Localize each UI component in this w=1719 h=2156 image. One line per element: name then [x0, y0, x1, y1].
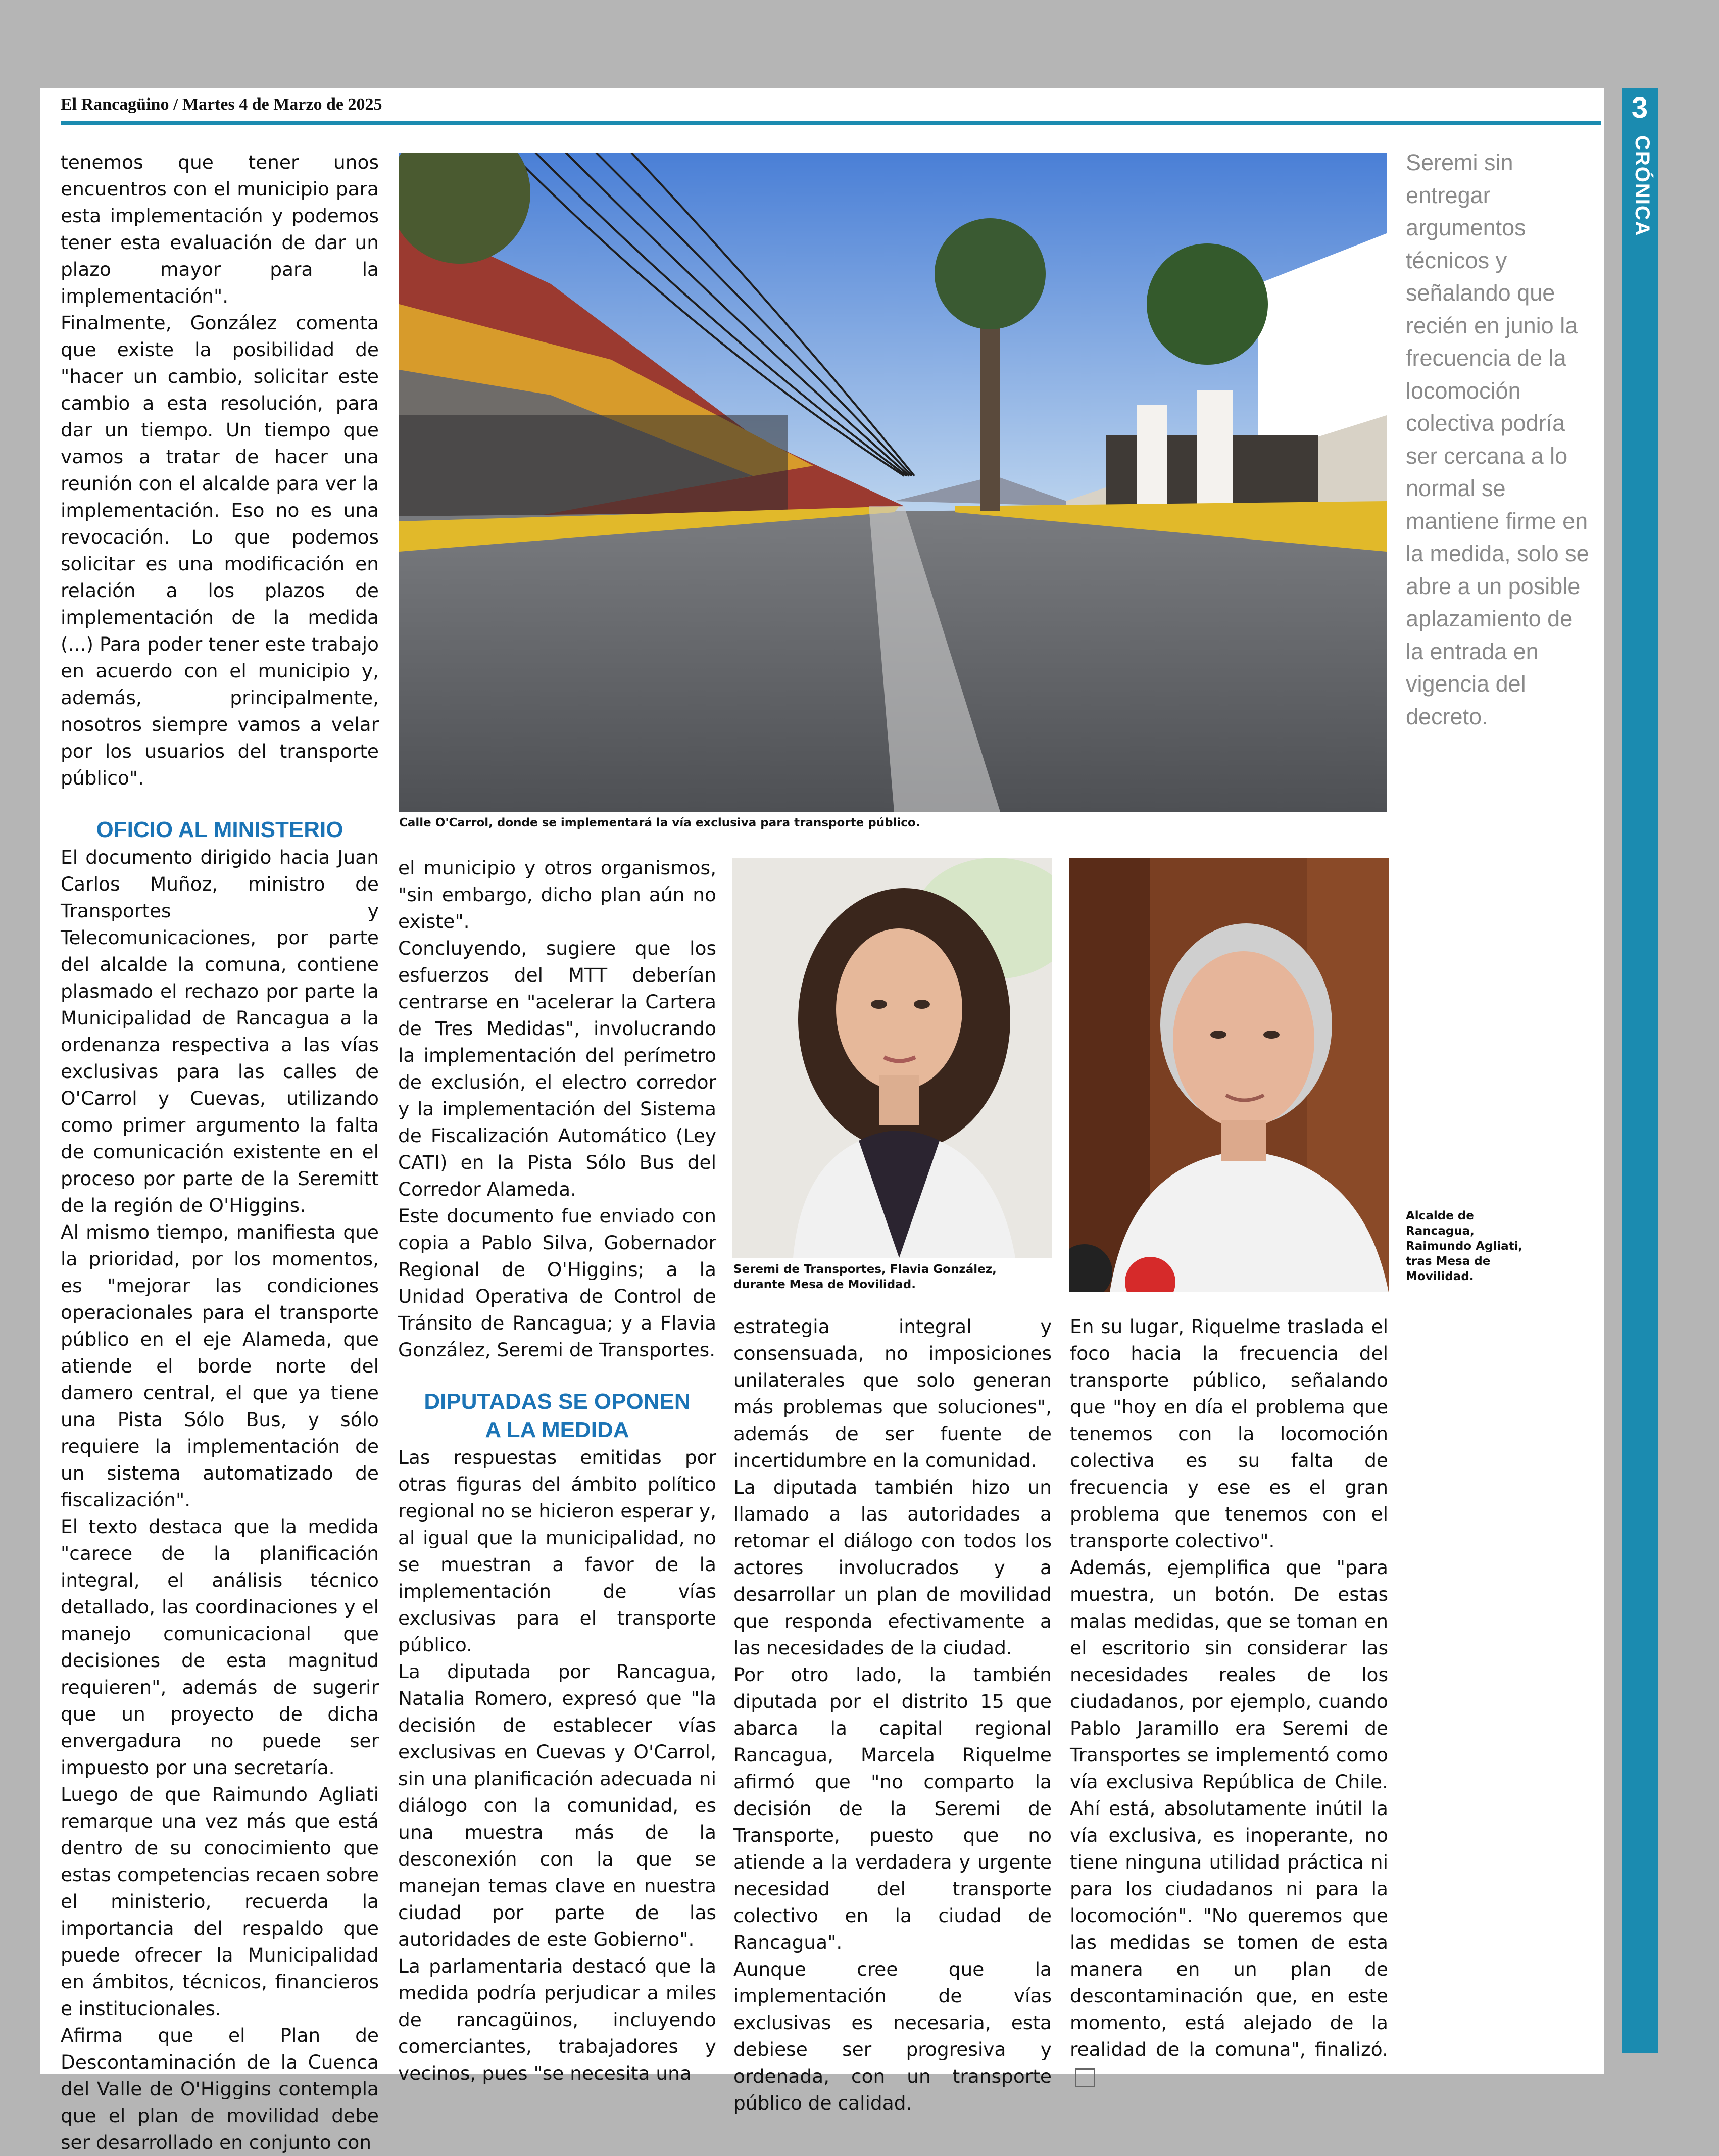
paragraph: Afirma que el Plan de Descontaminación de la Cuenca del Valle de O'Higgins contempla que el plan de movilidad debe ser desarrollado en conjunto con	[61, 2024, 379, 2153]
paragraph: La diputada también hizo un llamado a las autoridades a retomar el diálogo con todos los actores involucrados y a desarrollar un plan de movilidad que responda efectivamente a las necesidades de la ciudad.	[733, 1476, 1052, 1659]
article-column-1	[61, 149, 379, 2156]
alcalde-photo	[1069, 858, 1389, 1292]
street-photo-caption: Calle O'Carrol, donde se implementará la vía exclusiva para transporte público.	[399, 816, 920, 829]
paragraph: el municipio y otros organismos, "sin embargo, dicho plan aún no existe".	[398, 857, 716, 933]
header-rule	[61, 121, 1601, 125]
seremi-photo-caption: Seremi de Transportes, Flavia González, durante Mesa de Movilidad.	[733, 1263, 997, 1291]
paragraph: Además, ejemplifica que "para muestra, un botón. De estas malas medidas, que se toman en el escritorio sin considerar las necesidades reales de los ciudadanos, por ejemplo, cuando Pablo Jaramillo era Seremi de Transportes se implementó como vía exclusiva República de Chile. Ahí está, absolutamente inútil la vía exclusiva, es inoperante, no tiene ninguna utilidad práctica ni para los ciudadanos ni para la locomoción". "No queremos que las medidas se tomen de esta manera en un plan de descontaminación que, en este momento, está alejado de la realidad de la comuna", finalizó.	[1070, 1556, 1388, 2061]
subhead-line: A LA MEDIDA	[485, 1417, 629, 1442]
paragraph: Concluyendo, sugiere que los esfuerzos del MTT deberían centrarse en "acelerar la Cartera de Tres Medidas", involucrando la implementación del perímetro de exclusión, el electro corredor y la implementación del Sistema de Fiscalización Automático (Ley CATI) en la Pista Sólo Bus del Corredor Alameda.	[398, 937, 716, 1200]
paragraph-with-end-mark	[1070, 1554, 1388, 2090]
pull-quote: Seremi sin entregar argumentos técnicos y señalando que recién en junio la frecuencia de la locomoción colectiva podría ser cercana a lo normal se mantiene firme en la medida, solo se abre a un posible aplazamiento de la entrada en vigencia del decreto.	[1406, 150, 1589, 729]
running-head: El Rancagüino / Martes 4 de Marzo de 2025	[61, 95, 382, 114]
paragraph: Al mismo tiempo, manifiesta que la prioridad, por los momentos, es "mejorar las condiciones operacionales para el transporte público en el eje Alameda, que atiende el borde norte del damero central, el que ya tiene una Pista Sólo Bus, y sólo requiere la implementación de un sistema automatizado de fiscalización".	[61, 1221, 379, 1511]
paragraph: La diputada por Rancagua, Natalia Romero, expresó que "la decisión de establecer vías exclusivas en Cuevas y O'Carrol, sin una planificación adecuada ni diálogo con la comunidad, es una muestra más de la desconexión con la que se manejan temas clave en nuestra ciudad por parte de las autoridades de este Gobierno".	[398, 1660, 716, 1950]
paragraph: Por otro lado, la también diputada por el distrito 15 que abarca la capital regional Rancagua, Marcela Riquelme afirmó que "no comparto la decisión de la Seremi de Transporte, puesto que no atiende a la verdadera y urgente necesidad del transporte colectivo en la ciudad de Rancagua".	[733, 1663, 1052, 1953]
street-photo	[399, 153, 1387, 812]
paragraph: Luego de que Raimundo Agliati remarque una vez más que está dentro de su conocimiento que estas competencias recaen sobre el ministerio, recuerda la importancia del respaldo que puede ofrecer la Municipalidad en ámbitos, técnicos, financieros e institucionales.	[61, 1783, 379, 2020]
article-column-2	[398, 855, 716, 2087]
paragraph: En su lugar, Riquelme traslada el foco hacia la frecuencia del transporte público, señalando que "hoy en día el problema que tenemos con la locomoción colectiva es su falta de frecuencia y ese es el gran problema que tenemos con el transporte colectivo".	[1070, 1315, 1388, 1552]
article-column-4	[1070, 1313, 1388, 2090]
street-photo-illustration	[399, 153, 1387, 812]
paragraph: El documento dirigido hacia Juan Carlos Muñoz, ministro de Transportes y Telecomunicaciones, por parte del alcalde la comuna, contiene plasmado el rechazo por parte la Municipalidad de Rancagua a la ordenanza respectiva a las vías exclusivas para las calles de O'Carrol y Cuevas, utilizando como primer argumento la falta de comunicación existente en el proceso por parte de la Seremitt de la región de O'Higgins.	[61, 846, 379, 1216]
paragraph: estrategia integral y consensuada, no imposiciones unilaterales que solo generan más problemas que soluciones", además de ser fuente de incertidumbre en la comunidad.	[733, 1315, 1052, 1472]
seremi-portrait-illustration	[732, 858, 1052, 1258]
section-color-strip	[1622, 88, 1658, 2053]
paragraph: Aunque cree que la implementación de vías exclusivas es necesaria, esta debiese ser progresiva y ordenada, con un transporte público de calidad.	[733, 1958, 1052, 2114]
page-number: 3	[1631, 91, 1648, 124]
paragraph: La parlamentaria destacó que la medida podría perjudicar a miles de rancagüinos, incluyendo comerciantes, trabajadores y vecinos, pues "se necesita una	[398, 1955, 716, 2084]
paragraph: El texto destaca que la medida "carece de la planificación integral, el análisis técnico detallado, las coordinaciones y el manejo comunicacional que decisiones de esta magnitud requieren", además de sugerir que un proyecto de dicha envergadura no puede ser impuesto por una secretaría.	[61, 1515, 379, 1779]
section-label: CRÓNICA	[1631, 135, 1653, 237]
paragraph: tenemos que tener unos encuentros con el municipio para esta implementación y podemos tener esta evaluación de dar un plazo mayor para la implementación".	[61, 151, 379, 307]
article-column-3	[733, 1313, 1052, 2117]
paragraph: Finalmente, González comenta que existe la posibilidad de "hacer un cambio, solicitar este cambio a esta resolución, para dar un tiempo. Un tiempo que vamos a tratar de hacer una reunión con el alcalde para ver la implementación. Eso no es una revocación. Lo que podemos solicitar es una modificación en relación a los plazos de implementación de la medida (...) Para poder tener este trabajo en acuerdo con el municipio y, además, principalmente, nosotros siempre vamos a velar por los usuarios del transporte público".	[61, 312, 379, 789]
paragraph: Este documento fue enviado con copia a Pablo Silva, Gobernador Regional de O'Higgins; a la Unidad Operativa de Control de Tránsito de Rancagua; y a Flavia González, Seremi de Transportes.	[398, 1205, 716, 1361]
alcalde-photo-caption: Alcalde de Rancagua, Raimundo Agliati, tras Mesa de Movilidad.	[1406, 1209, 1523, 1283]
subhead-oficio: OFICIO AL MINISTERIO	[96, 817, 343, 842]
subhead-line: DIPUTADAS SE OPONEN	[424, 1389, 691, 1414]
seremi-photo	[732, 858, 1052, 1258]
subhead-diputadas	[398, 1388, 716, 1444]
alcalde-portrait-illustration	[1069, 858, 1389, 1292]
paragraph: Las respuestas emitidas por otras figuras del ámbito político regional no se hicieron esperar y, al igual que la municipalidad, no se muestran a favor de la implementación de vías exclusivas para el transporte público.	[398, 1446, 716, 1656]
end-of-article-icon	[1075, 2068, 1095, 2087]
